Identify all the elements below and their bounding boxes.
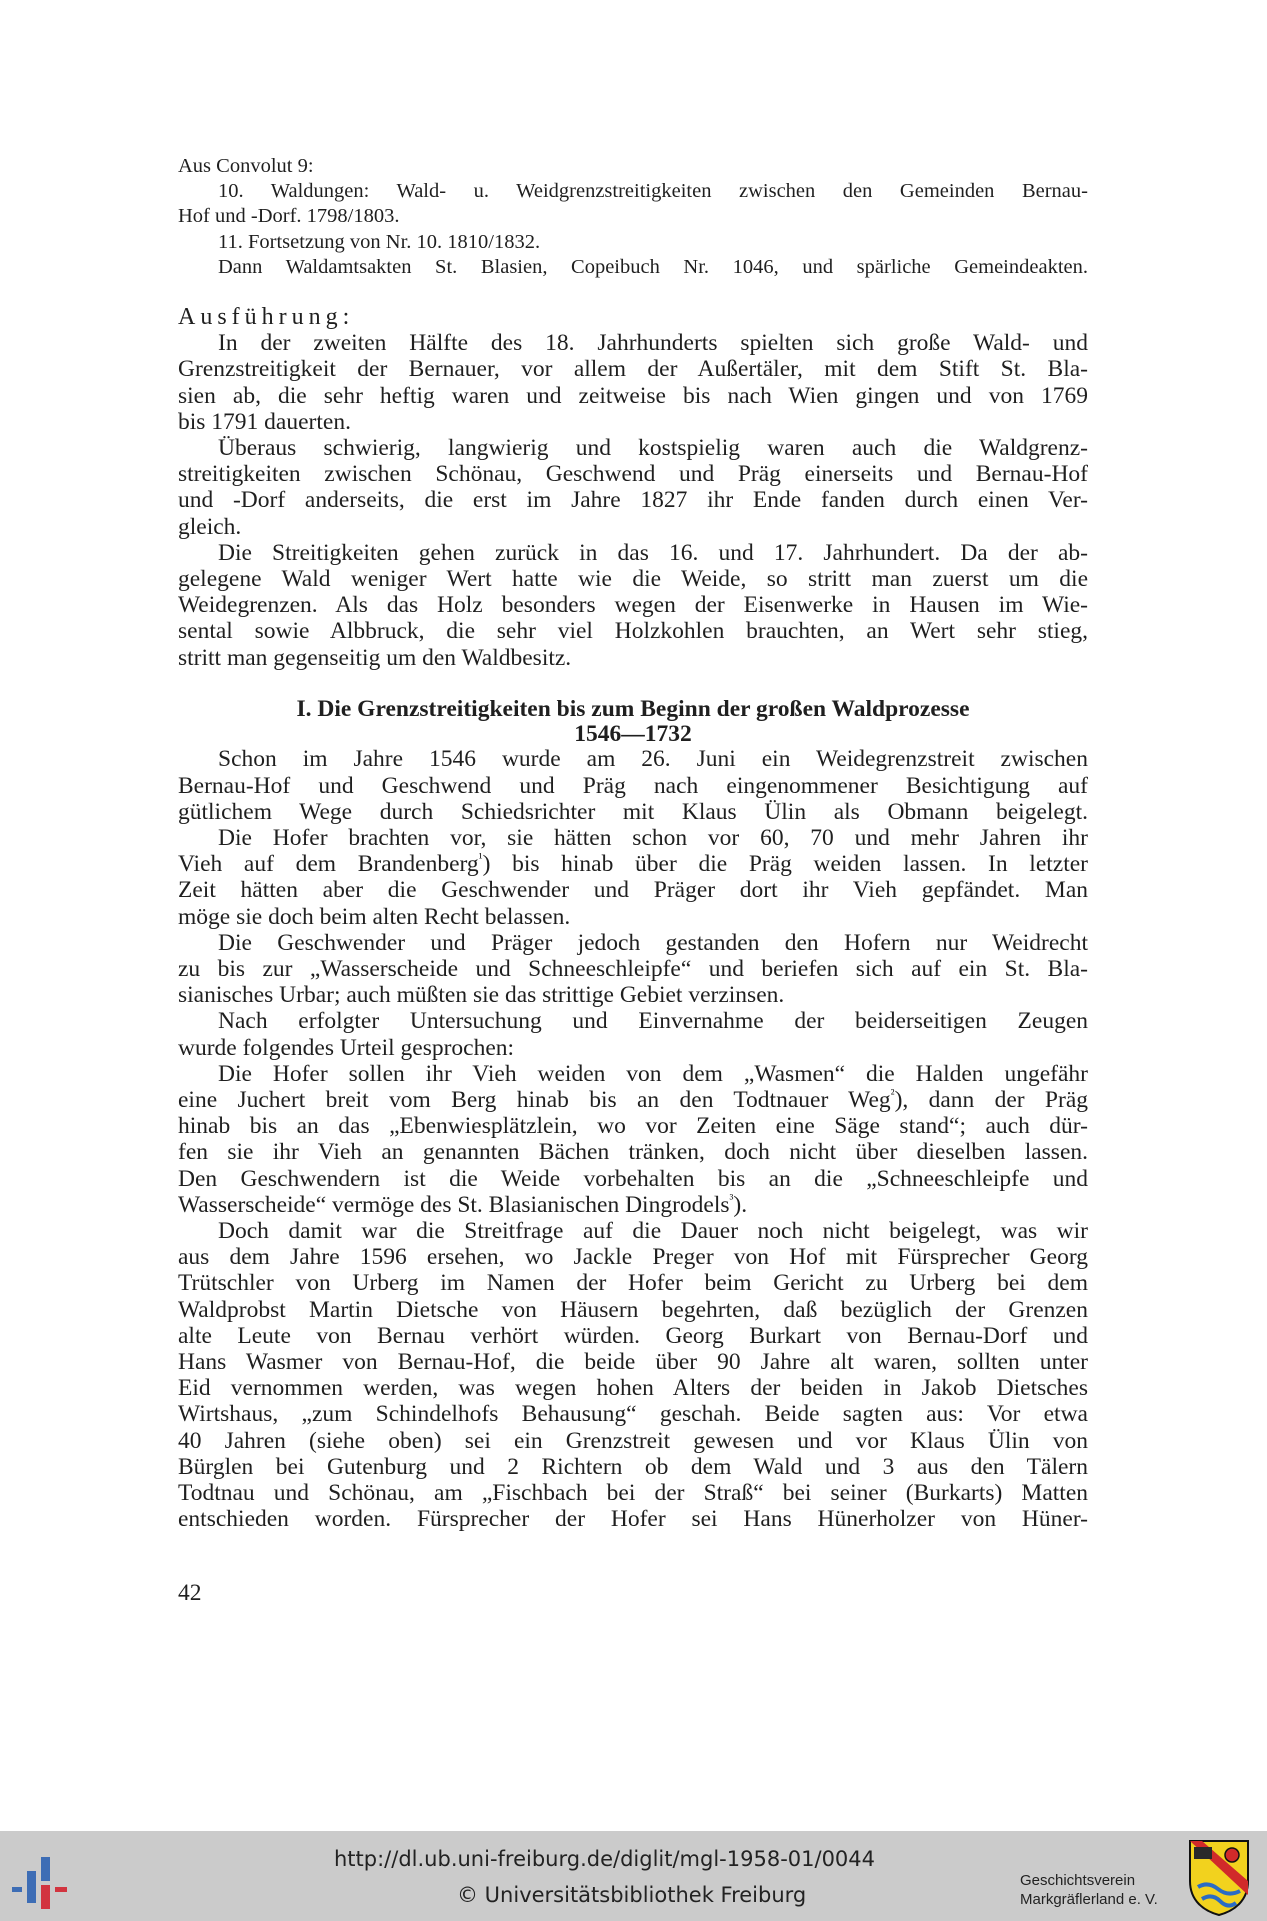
text-line: Hans Wasmer von Bernau-Hof, die beide über 90 Jahre alt waren, sollten unter (178, 1349, 1088, 1376)
text-line: Die Hofer sollen ihr Vieh weiden von dem „Wasmen“ die Halden ungefähr (218, 1060, 1088, 1087)
publisher-line-1: Geschichtsverein (1020, 1872, 1136, 1889)
text-line: aus dem Jahre 1596 ersehen, wo Jackle Preger von Hof mit Fürsprecher Georg (178, 1244, 1088, 1271)
source-11: 11. Fortsetzung von Nr. 10. 1810/1832. (218, 230, 541, 253)
text-line: Wirtshaus, „zum Schindelhofs Behausung“ geschah. Beide sagten aus: Vor etwa (178, 1401, 1088, 1428)
text-line: und -Dorf anderseits, die erst im Jahre 1827 ihr Ende fanden durch einen Ver- (178, 487, 1088, 514)
page-number: 42 (178, 1580, 202, 1606)
text-line: zu bis zur „Wasserscheide und Schneeschleipfe“ und beriefen sich auf ein St. Bla- (178, 955, 1088, 982)
text-line: Weidegrenzen. Als das Holz besonders wegen der Eisenwerke in Hausen im Wie- (178, 592, 1088, 619)
source-10b: Hof und -Dorf. 1798/1803. (178, 205, 400, 228)
section-label-ausfuehrung: Ausführung: (178, 304, 355, 331)
text-line: Eid vernommen werden, was wegen hohen Alters der beiden in Jakob Dietsches (178, 1375, 1088, 1402)
coat-of-arms-icon (1188, 1837, 1250, 1917)
text-segment: ), dann der Präg (894, 1087, 1088, 1113)
text-line: Schon im Jahre 1546 wurde am 26. Juni ein Weidegrenzstreit zwischen (218, 746, 1088, 773)
text-segment: ). (733, 1191, 748, 1218)
text-line: streitigkeiten zwischen Schönau, Geschwend und Präg einerseits und Bernau-Hof (178, 461, 1088, 488)
text-line: Die Geschwender und Präger jedoch gestanden den Hofern nur Weidrecht (218, 929, 1088, 956)
ub-freiburg-logo-icon (12, 1853, 82, 1913)
text-line: wurde folgendes Urteil gesprochen: (178, 1034, 515, 1061)
text-segment: ) bis hinab über die Präg weiden lassen. In letzter (482, 851, 1088, 878)
text-line: Bürglen bei Gutenburg und 2 Richtern ob dem Wald und 3 aus den Tälern (178, 1453, 1088, 1480)
text-line: Waldprobst Martin Dietsche von Häusern begehrten, daß bezüglich der Grenzen (178, 1296, 1088, 1323)
text-line: gelegene Wald weniger Wert hatte wie die Weide, so stritt man zuerst um die (178, 566, 1088, 593)
publisher-line-2: Markgräflerland e. V. (1020, 1891, 1158, 1908)
text-line: fen sie ihr Vieh an genannten Bächen tränken, doch nicht über dieselben lassen. (178, 1139, 1088, 1166)
text-line: Trütschler von Urberg im Namen der Hofer beim Gericht zu Urberg bei dem (178, 1270, 1088, 1297)
text-line: Den Geschwendern ist die Weide vorbehalten bis an die „Schneeschleipfe und (178, 1165, 1088, 1192)
sources-intro: Aus Convolut 9: (178, 155, 314, 177)
text-segment: Wasserscheide“ vermöge des St. Blasianischen Dingrodels (178, 1191, 730, 1218)
text-line: Überaus schwierig, langwierig und kostspielig waren auch die Waldgrenz- (218, 435, 1088, 462)
text-line: bis 1791 dauerten. (178, 408, 351, 435)
footnote-mark: ³ (729, 1190, 734, 1206)
text-line: Grenzstreitigkeit der Bernauer, vor allem der Außertäler, mit dem Stift St. Bla- (178, 356, 1088, 383)
text-line: alte Leute von Bernau verhört würden. Georg Burkart von Bernau-Dorf und (178, 1322, 1088, 1349)
text-line: Die Hofer brachten vor, sie hätten schon vor 60, 70 und mehr Jahren ihr (218, 824, 1088, 851)
copyright-text: © Universitätsbibliothek Freiburg (457, 1883, 807, 1907)
section-heading: I. Die Grenzstreitigkeiten bis zum Beginn der großen Waldprozesse (296, 695, 970, 722)
text-line: Zeit hätten aber die Geschwender und Präger dort ihr Vieh gepfändet. Man (178, 877, 1088, 904)
text-line: entschieden worden. Fürsprecher der Hofer sei Hans Hünerholzer von Hüner- (178, 1506, 1088, 1533)
text-line: stritt man gegenseitig um den Waldbesitz. (178, 644, 572, 671)
text-line-with-footnote (178, 1087, 1088, 1113)
text-line: sental sowie Albbruck, die sehr viel Holzkohlen brauchten, an Wert sehr stieg, (178, 618, 1088, 645)
text-line: Die Streitigkeiten gehen zurück in das 16. und 17. Jahrhundert. Da der ab- (218, 539, 1088, 566)
permalink-url[interactable]: http://dl.ub.uni-freiburg.de/diglit/mgl-1958-01/0044 (334, 1847, 876, 1871)
document-page (178, 154, 1088, 1532)
viewer-footer (0, 1831, 1267, 1921)
text-line: 40 Jahren (siehe oben) sei ein Grenzstreit gewesen und vor Klaus Ülin von (178, 1427, 1088, 1454)
text-line: In der zweiten Hälfte des 18. Jahrhunderts spielten sich große Wald- und (218, 330, 1088, 357)
footnote-mark: ² (890, 1086, 895, 1101)
text-line: Nach erfolgter Untersuchung und Einvernahme der beiderseitigen Zeugen (218, 1008, 1088, 1035)
text-line: gleich. (178, 513, 242, 540)
text-line: Doch damit war die Streitfrage auf die Dauer noch nicht beigelegt, was wir (218, 1218, 1088, 1245)
text-line: Todtnau und Schönau, am „Fischbach bei der Straß“ bei seiner (Burkarts) Matten (178, 1480, 1088, 1507)
text-line: hinab bis an das „Ebenwiesplätzlein, wo vor Zeiten eine Säge stand“; auch dür- (178, 1113, 1088, 1140)
text-line-with-footnote (178, 851, 1088, 877)
text-line: sien ab, die sehr heftig waren und zeitweise bis nach Wien gingen und von 1769 (178, 382, 1088, 409)
text-line: möge sie doch beim alten Recht belassen. (178, 903, 571, 930)
source-10a: 10. Waldungen: Wald- u. Weidgrenzstreitigkeiten zwischen den Gemeinden Bernau- (218, 180, 1088, 203)
section-heading-years: 1546—1732 (574, 721, 692, 748)
text-line: Bernau-Hof und Geschwend und Präg nach eingenommener Besichtigung auf (178, 772, 1088, 799)
text-segment: Vieh auf dem Brandenberg (178, 851, 479, 878)
source-dann: Dann Waldamtsakten St. Blasien, Copeibuch Nr. 1046, und spärliche Gemeindeakten. (218, 255, 1088, 278)
footnote-mark: ¹ (478, 850, 483, 866)
text-line: gütlichem Wege durch Schiedsrichter mit Klaus Ülin als Obmann beigelegt. (178, 798, 1088, 825)
publisher-label (1020, 1871, 1158, 1909)
text-line: sianisches Urbar; auch müßten sie das strittige Gebiet verzinsen. (178, 982, 785, 1009)
text-line-with-footnote (178, 1192, 1088, 1218)
text-segment: eine Juchert breit vom Berg hinab bis an den Todtnauer Weg (178, 1087, 891, 1113)
